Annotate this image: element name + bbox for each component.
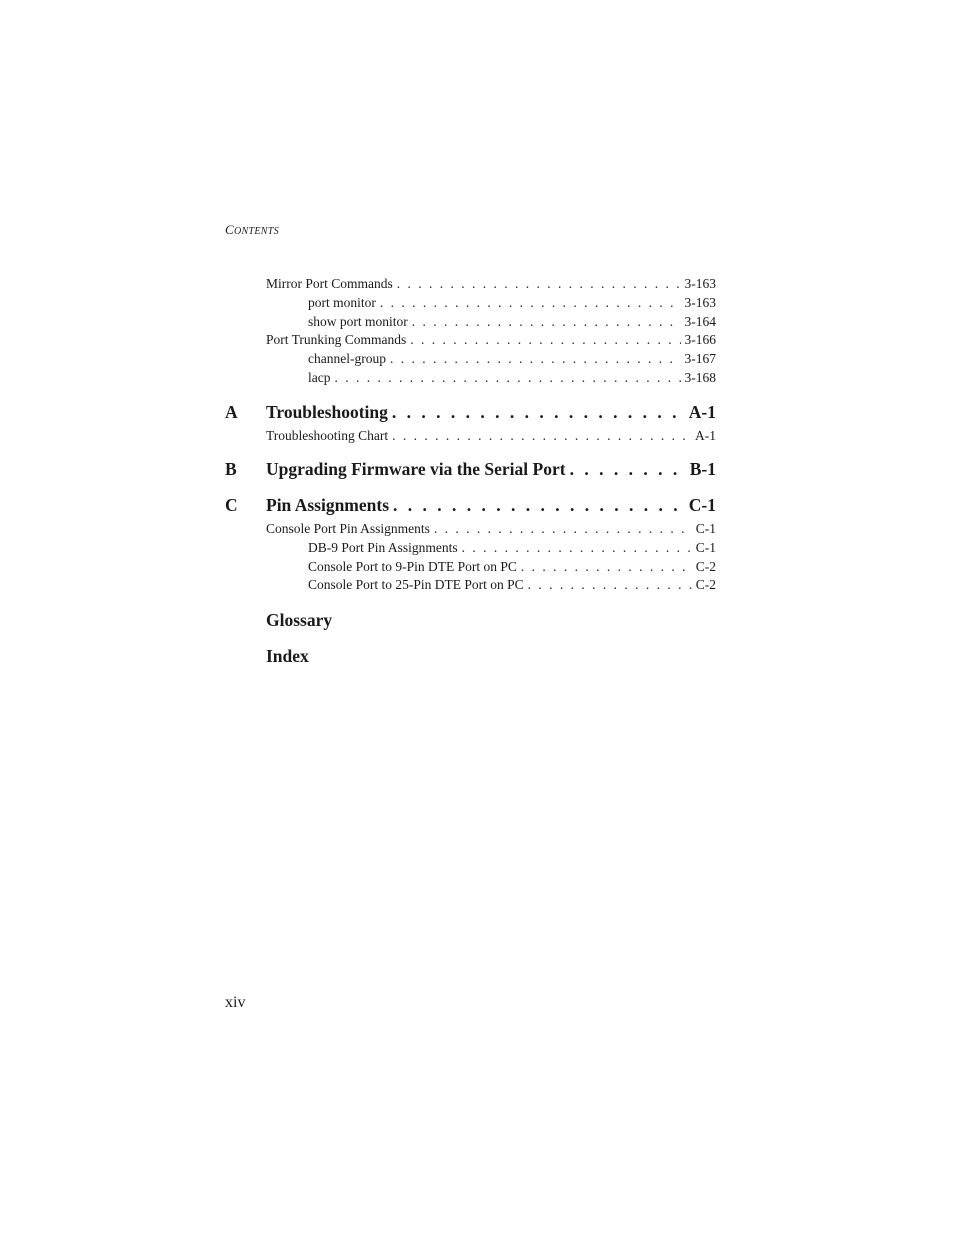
- toc-entry-page: C-1: [695, 540, 716, 555]
- leader-dots: [393, 495, 685, 516]
- toc-entry-page: 3-164: [684, 314, 716, 329]
- toc-entry-title: channel-group: [308, 351, 386, 366]
- chapter-letter: A: [225, 402, 238, 422]
- chapter-title: Pin Assignments: [266, 495, 390, 515]
- toc-entry-page: 3-163: [684, 295, 716, 310]
- leader-dots: [392, 402, 685, 423]
- toc-entry-page: C-2: [695, 577, 716, 592]
- toc-entry[interactable]: [308, 559, 716, 575]
- toc-entry[interactable]: [308, 577, 716, 593]
- toc-entry-title: Console Port Pin Assignments: [266, 521, 430, 536]
- leader-dots: [434, 521, 692, 537]
- toc-entry-page: C-1: [695, 521, 716, 536]
- toc-entry[interactable]: [308, 314, 716, 330]
- toc-entry-page: 3-168: [684, 370, 716, 385]
- running-header-rest: ONTENTS: [233, 226, 279, 237]
- running-header-first: C: [225, 222, 234, 237]
- toc-entry[interactable]: [308, 370, 716, 386]
- leader-dots: [570, 459, 686, 480]
- running-header: [225, 222, 279, 238]
- leader-dots: [392, 428, 691, 444]
- toc-entry-title: lacp: [308, 370, 331, 385]
- toc-glossary[interactable]: Glossary: [266, 610, 333, 630]
- page-number: xiv: [225, 994, 246, 1011]
- leader-dots: [521, 559, 692, 575]
- toc-entry-title: Port Trunking Commands: [266, 332, 407, 347]
- toc-entry[interactable]: [266, 521, 716, 537]
- leader-dots: [410, 332, 680, 348]
- leader-dots: [380, 295, 681, 311]
- chapter-page: A-1: [688, 402, 716, 422]
- toc-entry-title: DB-9 Port Pin Assignments: [308, 540, 458, 555]
- chapter-page: B-1: [689, 459, 716, 479]
- toc-entry-page: 3-163: [684, 276, 716, 291]
- chapter-letter: C: [225, 495, 238, 515]
- chapter-letter: B: [225, 459, 237, 479]
- leader-dots: [412, 314, 681, 330]
- leader-dots: [390, 351, 681, 367]
- leader-dots: [335, 370, 681, 386]
- toc-entry[interactable]: [308, 540, 716, 556]
- toc-chapter-b[interactable]: [225, 459, 716, 480]
- chapter-page: C-1: [688, 495, 716, 515]
- toc-entry-title: Troubleshooting Chart: [266, 428, 389, 443]
- toc-entry[interactable]: [266, 332, 716, 348]
- toc-entry[interactable]: [266, 276, 716, 292]
- leader-dots: [528, 577, 692, 593]
- leader-dots: [462, 540, 692, 556]
- toc-entry-title: Console Port to 9-Pin DTE Port on PC: [308, 559, 517, 574]
- toc-entry-page: 3-167: [684, 351, 716, 366]
- toc-entry-page: 3-166: [684, 332, 716, 347]
- toc-chapter-a[interactable]: [225, 402, 716, 423]
- toc-entry[interactable]: [266, 428, 716, 444]
- toc-entry-title: port monitor: [308, 295, 376, 310]
- chapter-title: Upgrading Firmware via the Serial Port: [266, 459, 566, 479]
- toc-entry-title: show port monitor: [308, 314, 408, 329]
- leader-dots: [397, 276, 681, 292]
- toc-index[interactable]: Index: [266, 646, 309, 666]
- toc-chapter-c[interactable]: [225, 495, 716, 516]
- toc-entry[interactable]: [308, 295, 716, 311]
- toc-entry-page: C-2: [695, 559, 716, 574]
- toc-entry-title: Mirror Port Commands: [266, 276, 393, 291]
- toc-entry[interactable]: [308, 351, 716, 367]
- chapter-title: Troubleshooting: [266, 402, 388, 422]
- toc-entry-title: Console Port to 25-Pin DTE Port on PC: [308, 577, 524, 592]
- toc-entry-page: A-1: [695, 428, 716, 443]
